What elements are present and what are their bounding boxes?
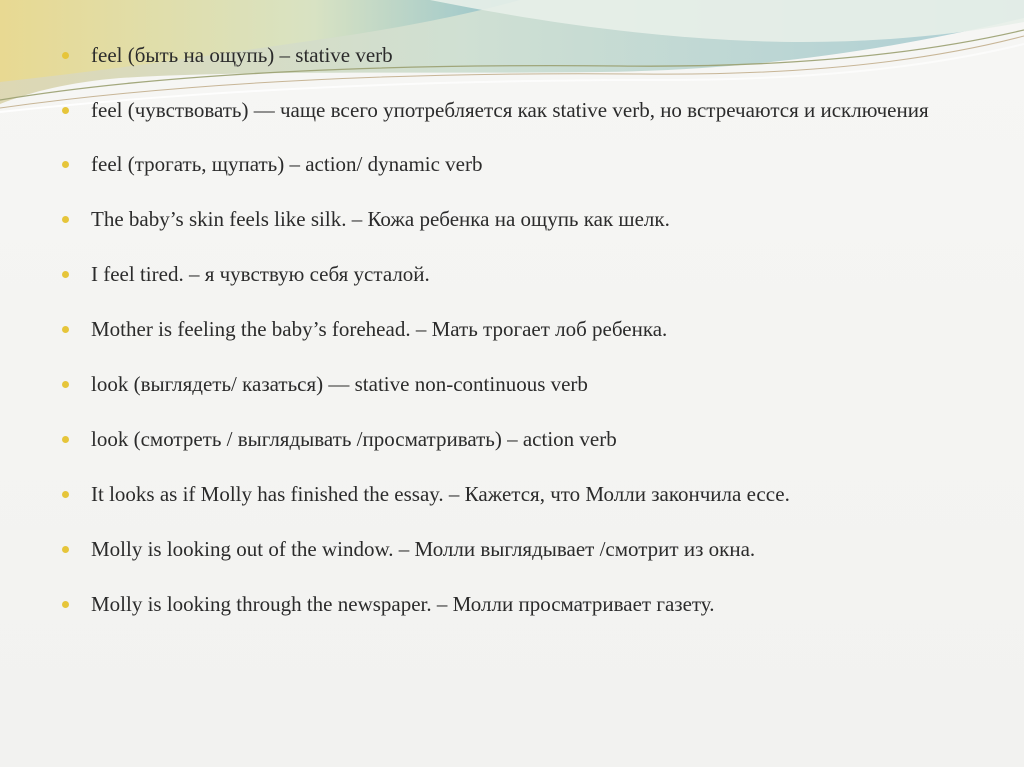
list-item <box>62 208 962 231</box>
list-item-text: The baby’s skin feels like silk. – Кожа ребенка на ощупь как шелк. <box>91 207 670 231</box>
list-item <box>62 538 962 561</box>
bullet-dot-icon <box>62 161 69 168</box>
bullet-dot-icon <box>62 491 69 498</box>
bullet-dot-icon <box>62 216 69 223</box>
bullet-dot-icon <box>62 107 69 114</box>
list-item <box>62 428 962 451</box>
bullet-dot-icon <box>62 271 69 278</box>
list-item <box>62 99 962 122</box>
bullet-dot-icon <box>62 601 69 608</box>
list-item <box>62 318 962 341</box>
bullet-list <box>62 44 962 648</box>
list-item-text: look (смотреть / выглядывать /просматривать) – action verb <box>91 427 617 451</box>
list-item-text: Molly is looking out of the window. – Молли выглядывает /смотрит из окна. <box>91 537 756 561</box>
bullet-dot-icon <box>62 436 69 443</box>
list-item-text: feel (трогать, щупать) – action/ dynamic verb <box>91 152 483 176</box>
list-item-text: feel (быть на ощупь) – stative verb <box>91 43 393 67</box>
list-item <box>62 263 962 286</box>
bullet-dot-icon <box>62 381 69 388</box>
list-item <box>62 44 962 67</box>
list-item-text: Molly is looking through the newspaper. – Молли просматривает газету. <box>91 592 715 616</box>
list-item-text: I feel tired. – я чувствую себя усталой. <box>91 262 430 286</box>
list-item <box>62 483 962 506</box>
list-item-text: feel (чувствовать) — чаще всего употребляется как stative verb, но встречаются и исключения <box>91 98 929 122</box>
list-item <box>62 153 962 176</box>
list-item <box>62 373 962 396</box>
list-item-text: Mother is feeling the baby’s forehead. – Мать трогает лоб ребенка. <box>91 317 668 341</box>
bullet-dot-icon <box>62 52 69 59</box>
list-item-text: look (выглядеть/ казаться) — stative non-continuous verb <box>91 372 588 396</box>
list-item <box>62 593 962 616</box>
bullet-dot-icon <box>62 546 69 553</box>
bullet-dot-icon <box>62 326 69 333</box>
list-item-text: It looks as if Molly has finished the essay. – Кажется, что Молли закончила ессе. <box>91 482 790 506</box>
